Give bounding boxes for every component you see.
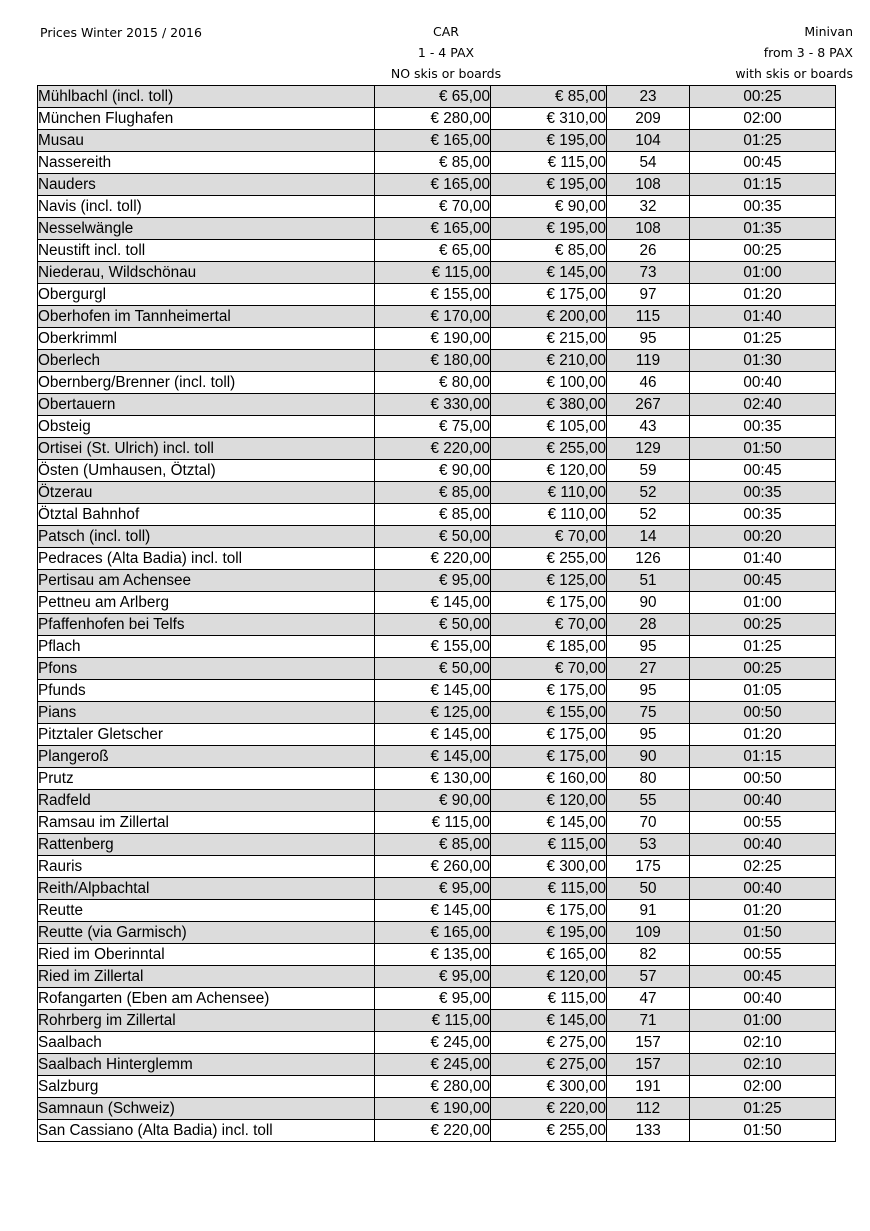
- distance-cell: 51: [607, 570, 690, 592]
- minivan-price-cell: € 145,00: [491, 262, 607, 284]
- destination-cell: San Cassiano (Alta Badia) incl. toll: [38, 1120, 375, 1142]
- destination-cell: Saalbach Hinterglemm: [38, 1054, 375, 1076]
- duration-cell: 01:40: [690, 306, 836, 328]
- minivan-price-cell: € 125,00: [491, 570, 607, 592]
- minivan-price-cell: € 175,00: [491, 284, 607, 306]
- table-row: [38, 438, 836, 460]
- car-price-cell: € 115,00: [375, 812, 491, 834]
- table-row: [38, 768, 836, 790]
- car-price-cell: € 260,00: [375, 856, 491, 878]
- duration-cell: 00:45: [690, 570, 836, 592]
- car-price-cell: € 330,00: [375, 394, 491, 416]
- duration-cell: 00:35: [690, 416, 836, 438]
- car-price-cell: € 50,00: [375, 526, 491, 548]
- table-row: [38, 526, 836, 548]
- car-price-cell: € 115,00: [375, 1010, 491, 1032]
- destination-cell: Niederau, Wildschönau: [38, 262, 375, 284]
- distance-cell: 95: [607, 680, 690, 702]
- duration-cell: 02:25: [690, 856, 836, 878]
- table-row: [38, 482, 836, 504]
- duration-cell: 02:10: [690, 1054, 836, 1076]
- duration-cell: 00:40: [690, 834, 836, 856]
- minivan-column-header: [735, 21, 853, 84]
- minivan-price-cell: € 255,00: [491, 548, 607, 570]
- destination-cell: Samnaun (Schweiz): [38, 1098, 375, 1120]
- destination-cell: Salzburg: [38, 1076, 375, 1098]
- destination-cell: Obertauern: [38, 394, 375, 416]
- minivan-price-cell: € 115,00: [491, 878, 607, 900]
- destination-cell: Oberkrimml: [38, 328, 375, 350]
- destination-cell: Radfeld: [38, 790, 375, 812]
- minivan-price-cell: € 255,00: [491, 438, 607, 460]
- minivan-price-cell: € 380,00: [491, 394, 607, 416]
- minivan-price-cell: € 175,00: [491, 724, 607, 746]
- distance-cell: 133: [607, 1120, 690, 1142]
- destination-cell: Rofangarten (Eben am Achensee): [38, 988, 375, 1010]
- table-row: [38, 460, 836, 482]
- table-row: [38, 394, 836, 416]
- table-row: [38, 658, 836, 680]
- destination-cell: Reutte (via Garmisch): [38, 922, 375, 944]
- table-row: [38, 350, 836, 372]
- distance-cell: 108: [607, 218, 690, 240]
- car-price-cell: € 85,00: [375, 834, 491, 856]
- table-row: [38, 1076, 836, 1098]
- destination-cell: Plangeroß: [38, 746, 375, 768]
- distance-cell: 97: [607, 284, 690, 306]
- table-row: [38, 702, 836, 724]
- minivan-price-cell: € 175,00: [491, 746, 607, 768]
- car-price-cell: € 165,00: [375, 130, 491, 152]
- distance-cell: 108: [607, 174, 690, 196]
- car-price-cell: € 155,00: [375, 636, 491, 658]
- distance-cell: 14: [607, 526, 690, 548]
- duration-cell: 01:50: [690, 438, 836, 460]
- car-price-cell: € 65,00: [375, 86, 491, 108]
- car-price-cell: € 85,00: [375, 504, 491, 526]
- distance-cell: 90: [607, 746, 690, 768]
- minivan-price-cell: € 115,00: [491, 834, 607, 856]
- distance-cell: 126: [607, 548, 690, 570]
- distance-cell: 75: [607, 702, 690, 724]
- destination-cell: Ötzerau: [38, 482, 375, 504]
- minivan-price-cell: € 175,00: [491, 680, 607, 702]
- table-row: [38, 306, 836, 328]
- car-price-cell: € 50,00: [375, 658, 491, 680]
- distance-cell: 95: [607, 724, 690, 746]
- table-row: [38, 240, 836, 262]
- minivan-price-cell: € 115,00: [491, 988, 607, 1010]
- duration-cell: 00:40: [690, 878, 836, 900]
- duration-cell: 00:40: [690, 372, 836, 394]
- minivan-price-cell: € 210,00: [491, 350, 607, 372]
- duration-cell: 01:00: [690, 262, 836, 284]
- car-price-cell: € 245,00: [375, 1054, 491, 1076]
- destination-cell: Pertisau am Achensee: [38, 570, 375, 592]
- car-price-cell: € 280,00: [375, 108, 491, 130]
- duration-cell: 00:45: [690, 152, 836, 174]
- car-price-cell: € 220,00: [375, 548, 491, 570]
- minivan-header-line: from 3 - 8 PAX: [763, 45, 853, 60]
- distance-cell: 119: [607, 350, 690, 372]
- destination-cell: Obsteig: [38, 416, 375, 438]
- table-row: [38, 724, 836, 746]
- table-row: [38, 1032, 836, 1054]
- duration-cell: 00:35: [690, 504, 836, 526]
- destination-cell: Navis (incl. toll): [38, 196, 375, 218]
- minivan-price-cell: € 110,00: [491, 504, 607, 526]
- minivan-price-cell: € 145,00: [491, 1010, 607, 1032]
- distance-cell: 26: [607, 240, 690, 262]
- duration-cell: 01:50: [690, 922, 836, 944]
- distance-cell: 47: [607, 988, 690, 1010]
- minivan-price-cell: € 120,00: [491, 966, 607, 988]
- duration-cell: 02:40: [690, 394, 836, 416]
- car-price-cell: € 190,00: [375, 1098, 491, 1120]
- minivan-price-cell: € 100,00: [491, 372, 607, 394]
- distance-cell: 209: [607, 108, 690, 130]
- destination-cell: Pflach: [38, 636, 375, 658]
- destination-cell: Pfunds: [38, 680, 375, 702]
- duration-cell: 01:35: [690, 218, 836, 240]
- distance-cell: 191: [607, 1076, 690, 1098]
- distance-cell: 59: [607, 460, 690, 482]
- table-row: [38, 130, 836, 152]
- duration-cell: 00:45: [690, 966, 836, 988]
- car-price-cell: € 130,00: [375, 768, 491, 790]
- table-row: [38, 592, 836, 614]
- minivan-price-cell: € 310,00: [491, 108, 607, 130]
- destination-cell: Rattenberg: [38, 834, 375, 856]
- minivan-price-cell: € 90,00: [491, 196, 607, 218]
- distance-cell: 157: [607, 1054, 690, 1076]
- car-price-cell: € 145,00: [375, 900, 491, 922]
- car-price-cell: € 70,00: [375, 196, 491, 218]
- minivan-price-cell: € 175,00: [491, 900, 607, 922]
- table-row: [38, 196, 836, 218]
- duration-cell: 02:00: [690, 108, 836, 130]
- table-row: [38, 262, 836, 284]
- duration-cell: 00:25: [690, 658, 836, 680]
- distance-cell: 57: [607, 966, 690, 988]
- distance-cell: 129: [607, 438, 690, 460]
- distance-cell: 46: [607, 372, 690, 394]
- destination-cell: Neustift incl. toll: [38, 240, 375, 262]
- table-row: [38, 900, 836, 922]
- car-price-cell: € 165,00: [375, 922, 491, 944]
- minivan-price-cell: € 145,00: [491, 812, 607, 834]
- car-price-cell: € 135,00: [375, 944, 491, 966]
- table-row: [38, 746, 836, 768]
- distance-cell: 95: [607, 636, 690, 658]
- duration-cell: 01:50: [690, 1120, 836, 1142]
- table-row: [38, 416, 836, 438]
- destination-cell: München Flughafen: [38, 108, 375, 130]
- car-column-header: [375, 21, 517, 84]
- car-price-cell: € 145,00: [375, 724, 491, 746]
- distance-cell: 52: [607, 504, 690, 526]
- minivan-price-cell: € 275,00: [491, 1032, 607, 1054]
- destination-cell: Östen (Umhausen, Ötztal): [38, 460, 375, 482]
- duration-cell: 01:25: [690, 1098, 836, 1120]
- duration-cell: 01:05: [690, 680, 836, 702]
- destination-cell: Nassereith: [38, 152, 375, 174]
- car-header-line: NO skis or boards: [390, 66, 502, 81]
- distance-cell: 157: [607, 1032, 690, 1054]
- destination-cell: Patsch (incl. toll): [38, 526, 375, 548]
- car-header-line: 1 - 4 PAX: [417, 45, 475, 60]
- minivan-price-cell: € 105,00: [491, 416, 607, 438]
- distance-cell: 112: [607, 1098, 690, 1120]
- table-row: [38, 1120, 836, 1142]
- distance-cell: 43: [607, 416, 690, 438]
- destination-cell: Ortisei (St. Ulrich) incl. toll: [38, 438, 375, 460]
- minivan-price-cell: € 70,00: [491, 658, 607, 680]
- duration-cell: 00:45: [690, 460, 836, 482]
- destination-cell: Ried im Oberinntal: [38, 944, 375, 966]
- table-row: [38, 966, 836, 988]
- minivan-price-cell: € 200,00: [491, 306, 607, 328]
- duration-cell: 00:35: [690, 196, 836, 218]
- car-price-cell: € 280,00: [375, 1076, 491, 1098]
- duration-cell: 00:40: [690, 988, 836, 1010]
- distance-cell: 175: [607, 856, 690, 878]
- car-price-cell: € 145,00: [375, 680, 491, 702]
- minivan-price-cell: € 155,00: [491, 702, 607, 724]
- car-price-cell: € 165,00: [375, 218, 491, 240]
- destination-cell: Prutz: [38, 768, 375, 790]
- table-row: [38, 570, 836, 592]
- duration-cell: 02:10: [690, 1032, 836, 1054]
- car-price-cell: € 155,00: [375, 284, 491, 306]
- car-price-cell: € 180,00: [375, 350, 491, 372]
- destination-cell: Ötztal Bahnhof: [38, 504, 375, 526]
- duration-cell: 01:25: [690, 130, 836, 152]
- table-row: [38, 328, 836, 350]
- destination-cell: Nesselwängle: [38, 218, 375, 240]
- car-price-cell: € 90,00: [375, 790, 491, 812]
- car-price-cell: € 170,00: [375, 306, 491, 328]
- table-row: [38, 108, 836, 130]
- distance-cell: 70: [607, 812, 690, 834]
- destination-cell: Obernberg/Brenner (incl. toll): [38, 372, 375, 394]
- car-price-cell: € 145,00: [375, 746, 491, 768]
- distance-cell: 115: [607, 306, 690, 328]
- table-row: [38, 1054, 836, 1076]
- destination-cell: Oberlech: [38, 350, 375, 372]
- minivan-price-cell: € 165,00: [491, 944, 607, 966]
- car-price-cell: € 165,00: [375, 174, 491, 196]
- car-price-cell: € 245,00: [375, 1032, 491, 1054]
- duration-cell: 00:25: [690, 614, 836, 636]
- distance-cell: 52: [607, 482, 690, 504]
- table-row: [38, 812, 836, 834]
- duration-cell: 01:25: [690, 636, 836, 658]
- car-price-cell: € 50,00: [375, 614, 491, 636]
- table-row: [38, 548, 836, 570]
- minivan-price-cell: € 110,00: [491, 482, 607, 504]
- minivan-price-cell: € 120,00: [491, 790, 607, 812]
- distance-cell: 82: [607, 944, 690, 966]
- duration-cell: 02:00: [690, 1076, 836, 1098]
- table-row: [38, 614, 836, 636]
- minivan-price-cell: € 85,00: [491, 240, 607, 262]
- distance-cell: 32: [607, 196, 690, 218]
- car-price-cell: € 220,00: [375, 1120, 491, 1142]
- table-row: [38, 504, 836, 526]
- duration-cell: 01:20: [690, 900, 836, 922]
- minivan-price-cell: € 300,00: [491, 856, 607, 878]
- destination-cell: Saalbach: [38, 1032, 375, 1054]
- table-row: [38, 152, 836, 174]
- car-price-cell: € 65,00: [375, 240, 491, 262]
- table-row: [38, 636, 836, 658]
- minivan-price-cell: € 275,00: [491, 1054, 607, 1076]
- destination-cell: Rauris: [38, 856, 375, 878]
- car-price-cell: € 220,00: [375, 438, 491, 460]
- distance-cell: 50: [607, 878, 690, 900]
- destination-cell: Obergurgl: [38, 284, 375, 306]
- minivan-header-line: Minivan: [804, 24, 853, 39]
- destination-cell: Pettneu am Arlberg: [38, 592, 375, 614]
- duration-cell: 00:50: [690, 768, 836, 790]
- duration-cell: 01:15: [690, 174, 836, 196]
- distance-cell: 90: [607, 592, 690, 614]
- duration-cell: 01:40: [690, 548, 836, 570]
- minivan-price-cell: € 215,00: [491, 328, 607, 350]
- minivan-price-cell: € 195,00: [491, 174, 607, 196]
- car-price-cell: € 145,00: [375, 592, 491, 614]
- duration-cell: 01:00: [690, 592, 836, 614]
- distance-cell: 54: [607, 152, 690, 174]
- car-price-cell: € 90,00: [375, 460, 491, 482]
- duration-cell: 00:40: [690, 790, 836, 812]
- table-row: [38, 284, 836, 306]
- table-row: [38, 680, 836, 702]
- price-table-body: [38, 86, 836, 1142]
- distance-cell: 109: [607, 922, 690, 944]
- distance-cell: 73: [607, 262, 690, 284]
- table-row: [38, 790, 836, 812]
- duration-cell: 01:20: [690, 724, 836, 746]
- duration-cell: 01:15: [690, 746, 836, 768]
- minivan-price-cell: € 195,00: [491, 218, 607, 240]
- duration-cell: 00:35: [690, 482, 836, 504]
- car-price-cell: € 75,00: [375, 416, 491, 438]
- table-row: [38, 944, 836, 966]
- distance-cell: 95: [607, 328, 690, 350]
- distance-cell: 55: [607, 790, 690, 812]
- minivan-price-cell: € 255,00: [491, 1120, 607, 1142]
- page-title: Prices Winter 2015 / 2016: [40, 25, 202, 40]
- minivan-price-cell: € 160,00: [491, 768, 607, 790]
- table-row: [38, 372, 836, 394]
- table-row: [38, 988, 836, 1010]
- duration-cell: 01:00: [690, 1010, 836, 1032]
- destination-cell: Pfons: [38, 658, 375, 680]
- car-price-cell: € 95,00: [375, 878, 491, 900]
- minivan-price-cell: € 195,00: [491, 130, 607, 152]
- destination-cell: Ried im Zillertal: [38, 966, 375, 988]
- car-price-cell: € 95,00: [375, 988, 491, 1010]
- distance-cell: 80: [607, 768, 690, 790]
- table-row: [38, 878, 836, 900]
- distance-cell: 267: [607, 394, 690, 416]
- minivan-price-cell: € 115,00: [491, 152, 607, 174]
- table-row: [38, 834, 836, 856]
- duration-cell: 00:20: [690, 526, 836, 548]
- table-row: [38, 1010, 836, 1032]
- table-row: [38, 1098, 836, 1120]
- minivan-price-cell: € 85,00: [491, 86, 607, 108]
- car-header-line: CAR: [433, 24, 459, 39]
- duration-cell: 00:55: [690, 944, 836, 966]
- destination-cell: Mühlbachl (incl. toll): [38, 86, 375, 108]
- minivan-price-cell: € 120,00: [491, 460, 607, 482]
- duration-cell: 00:25: [690, 86, 836, 108]
- car-price-cell: € 190,00: [375, 328, 491, 350]
- car-price-cell: € 95,00: [375, 966, 491, 988]
- table-row: [38, 922, 836, 944]
- distance-cell: 53: [607, 834, 690, 856]
- destination-cell: Pfaffenhofen bei Telfs: [38, 614, 375, 636]
- duration-cell: 01:20: [690, 284, 836, 306]
- price-table: [37, 85, 836, 1142]
- minivan-price-cell: € 185,00: [491, 636, 607, 658]
- minivan-price-cell: € 175,00: [491, 592, 607, 614]
- duration-cell: 01:30: [690, 350, 836, 372]
- duration-cell: 00:55: [690, 812, 836, 834]
- car-price-cell: € 85,00: [375, 482, 491, 504]
- destination-cell: Reutte: [38, 900, 375, 922]
- car-price-cell: € 115,00: [375, 262, 491, 284]
- destination-cell: Pedraces (Alta Badia) incl. toll: [38, 548, 375, 570]
- destination-cell: Nauders: [38, 174, 375, 196]
- minivan-price-cell: € 220,00: [491, 1098, 607, 1120]
- destination-cell: Pitztaler Gletscher: [38, 724, 375, 746]
- distance-cell: 71: [607, 1010, 690, 1032]
- destination-cell: Ramsau im Zillertal: [38, 812, 375, 834]
- minivan-header-line: with skis or boards: [735, 66, 853, 81]
- car-price-cell: € 95,00: [375, 570, 491, 592]
- table-row: [38, 218, 836, 240]
- duration-cell: 01:25: [690, 328, 836, 350]
- minivan-price-cell: € 300,00: [491, 1076, 607, 1098]
- minivan-price-cell: € 195,00: [491, 922, 607, 944]
- table-row: [38, 856, 836, 878]
- car-price-cell: € 80,00: [375, 372, 491, 394]
- destination-cell: Pians: [38, 702, 375, 724]
- duration-cell: 00:25: [690, 240, 836, 262]
- duration-cell: 00:50: [690, 702, 836, 724]
- minivan-price-cell: € 70,00: [491, 526, 607, 548]
- minivan-price-cell: € 70,00: [491, 614, 607, 636]
- distance-cell: 27: [607, 658, 690, 680]
- distance-cell: 23: [607, 86, 690, 108]
- destination-cell: Oberhofen im Tannheimertal: [38, 306, 375, 328]
- distance-cell: 104: [607, 130, 690, 152]
- distance-cell: 91: [607, 900, 690, 922]
- destination-cell: Reith/Alpbachtal: [38, 878, 375, 900]
- table-row: [38, 174, 836, 196]
- destination-cell: Rohrberg im Zillertal: [38, 1010, 375, 1032]
- car-price-cell: € 85,00: [375, 152, 491, 174]
- table-row: [38, 86, 836, 108]
- distance-cell: 28: [607, 614, 690, 636]
- car-price-cell: € 125,00: [375, 702, 491, 724]
- destination-cell: Musau: [38, 130, 375, 152]
